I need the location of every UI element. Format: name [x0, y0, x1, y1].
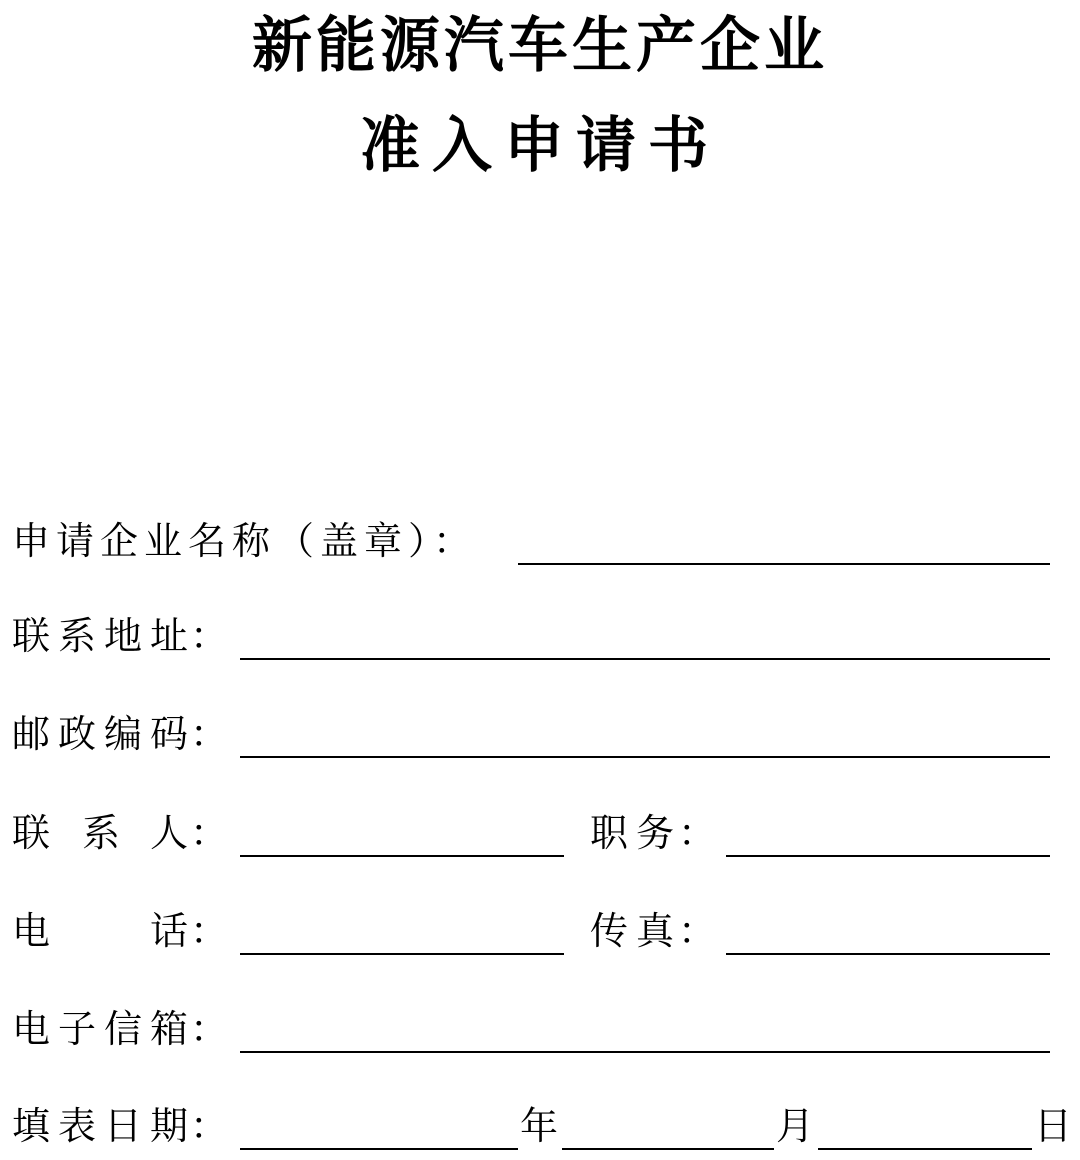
- address-row: [0, 600, 1080, 660]
- month-label: 月: [776, 1104, 815, 1148]
- date-colon: ：: [190, 1104, 229, 1148]
- position-label: 职务: [590, 811, 683, 855]
- position-field[interactable]: [726, 855, 1050, 857]
- postcode-label: 邮政编码: [12, 712, 197, 756]
- address-field[interactable]: [240, 658, 1050, 660]
- contact-person-label-char2: 系: [82, 811, 121, 855]
- fax-label: 传真: [590, 909, 683, 953]
- fax-colon: ：: [678, 909, 717, 953]
- phone-colon: ：: [190, 909, 229, 953]
- date-row: [0, 1090, 1080, 1150]
- position-colon: ：: [678, 811, 717, 855]
- email-field[interactable]: [240, 1051, 1050, 1053]
- postcode-field[interactable]: [240, 756, 1050, 758]
- month-field[interactable]: [562, 1148, 774, 1150]
- phone-label-char2: 话: [150, 909, 189, 953]
- postcode-colon: ：: [190, 712, 229, 756]
- company-name-label: 申请企业名称（盖章）：: [12, 519, 478, 563]
- email-label: 电子信箱: [12, 1007, 197, 1051]
- phone-row: [0, 895, 1080, 955]
- year-field[interactable]: [240, 1148, 518, 1150]
- address-colon: ：: [190, 614, 229, 658]
- date-label: 填表日期: [12, 1104, 197, 1148]
- contact-row: [0, 797, 1080, 857]
- document-title-line1: 新能源汽车生产企业: [252, 11, 828, 81]
- contact-person-label-char1: 联: [12, 811, 51, 855]
- contact-person-label-char3: 人: [150, 811, 189, 855]
- year-label: 年: [520, 1104, 559, 1148]
- email-row: [0, 993, 1080, 1053]
- postcode-row: [0, 698, 1080, 758]
- address-label: 联系地址: [12, 614, 197, 658]
- company-name-field[interactable]: [518, 563, 1050, 565]
- contact-person-field[interactable]: [240, 855, 564, 857]
- day-field[interactable]: [818, 1148, 1032, 1150]
- phone-field[interactable]: [240, 953, 564, 955]
- email-colon: ：: [190, 1007, 229, 1051]
- day-label: 日: [1034, 1104, 1073, 1148]
- company-name-row: [0, 505, 1080, 565]
- phone-label-char1: 电: [12, 909, 51, 953]
- document-title-line2: 准入申请书: [360, 111, 720, 181]
- fax-field[interactable]: [726, 953, 1050, 955]
- contact-person-colon: ：: [190, 811, 229, 855]
